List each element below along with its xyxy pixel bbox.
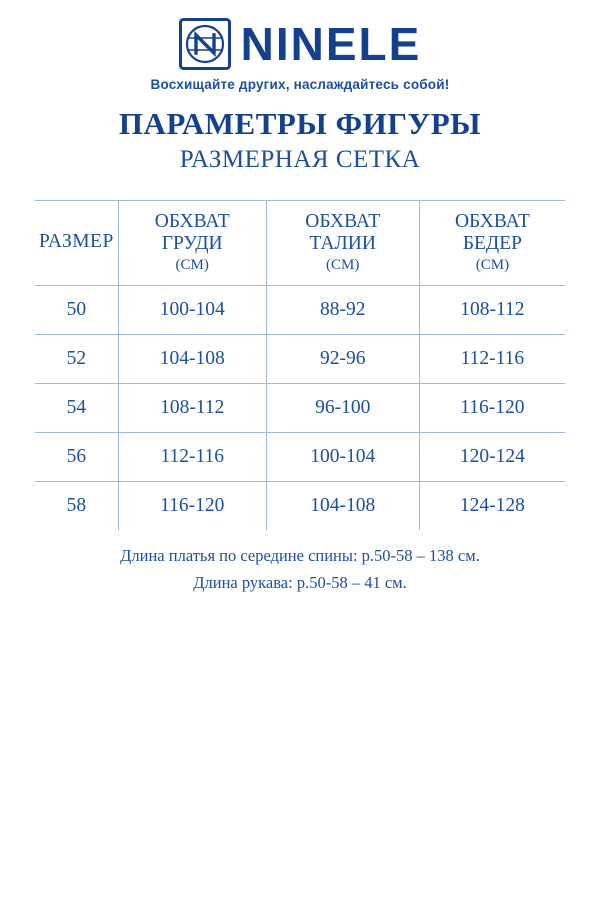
table-row — [35, 335, 565, 384]
note-sleeve-length: Длина рукава: р.50-58 – 41 см. — [193, 573, 407, 593]
cell-hips: 120-124 — [419, 433, 565, 482]
table-row — [35, 384, 565, 433]
column-header-waist — [266, 201, 419, 286]
cell-waist: 92-96 — [266, 335, 419, 384]
page-title: ПАРАМЕТРЫ ФИГУРЫ — [118, 106, 482, 141]
cell-size: 54 — [35, 384, 118, 433]
ninele-monogram-icon — [179, 18, 231, 70]
cell-size: 50 — [35, 286, 118, 335]
table-row — [35, 433, 565, 482]
column-header-hips-unit: (СМ) — [475, 256, 510, 273]
measurement-notes — [0, 546, 600, 593]
cell-size: 52 — [35, 335, 118, 384]
column-header-hips — [419, 201, 565, 286]
brand-tagline: Восхищайте других, наслаждайтесь собой! — [150, 77, 450, 92]
cell-waist: 96-100 — [266, 384, 419, 433]
cell-bust: 112-116 — [118, 433, 266, 482]
cell-bust: 104-108 — [118, 335, 266, 384]
cell-bust: 116-120 — [118, 482, 266, 531]
logo-row — [0, 18, 600, 70]
cell-bust: 100-104 — [118, 286, 266, 335]
table-row — [35, 482, 565, 531]
column-header-hips-label: ОБХВАТ БЕДЕР — [454, 211, 530, 254]
cell-size: 56 — [35, 433, 118, 482]
table-header-row — [35, 201, 565, 286]
size-table-body — [35, 286, 565, 531]
cell-size: 58 — [35, 482, 118, 531]
cell-hips: 112-116 — [419, 335, 565, 384]
cell-hips: 124-128 — [419, 482, 565, 531]
cell-waist: 88-92 — [266, 286, 419, 335]
cell-hips: 108-112 — [419, 286, 565, 335]
brand-wordmark: NINELE — [240, 18, 422, 70]
cell-hips: 116-120 — [419, 384, 565, 433]
brand-header — [0, 0, 600, 92]
cell-waist: 104-108 — [266, 482, 419, 531]
note-dress-length: Длина платья по середине спины: р.50-58 – 138 см. — [120, 546, 480, 566]
table-row — [35, 286, 565, 335]
column-header-size: РАЗМЕР — [35, 201, 118, 286]
cell-waist: 100-104 — [266, 433, 419, 482]
size-table — [35, 200, 565, 530]
column-header-waist-unit: (СМ) — [326, 256, 360, 273]
column-header-bust — [118, 201, 266, 286]
column-header-bust-label: ОБХВАТ ГРУДИ — [154, 211, 230, 254]
page-subtitle: РАЗМЕРНАЯ СЕТКА — [179, 146, 421, 173]
column-header-bust-unit: (СМ) — [175, 256, 209, 273]
cell-bust: 108-112 — [118, 384, 266, 433]
size-table-wrapper — [35, 200, 565, 530]
column-header-waist-label: ОБХВАТ ТАЛИИ — [305, 211, 381, 254]
size-table-head — [35, 201, 565, 286]
